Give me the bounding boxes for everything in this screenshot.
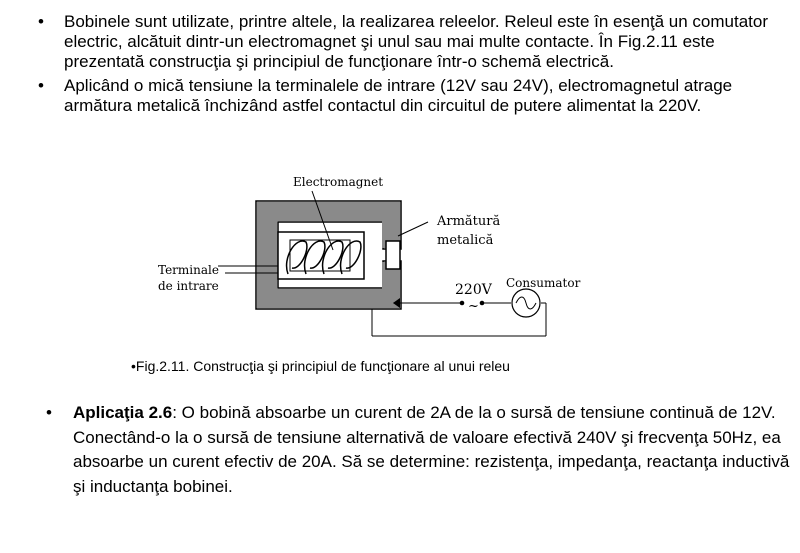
intro-bullet-list — [38, 12, 788, 120]
metal-armature — [386, 241, 400, 269]
application-item — [46, 401, 791, 499]
bullet-relay-operation: • Aplicând o mică tensiune la terminalele de intrare (12V sau 24V), electromagnetul atrage armătura metalică închizând astfel contactul din circuitul de putere alimentat la 220V. — [38, 76, 788, 116]
label-armature-1: Armătură — [437, 214, 501, 229]
bullet-relay-description: • Bobinele sunt utilizate, printre altele, la realizarea releelor. Releul este în esenţă un comutator electric, alcătuit dintr-un electromagnet şi unul sau mai multe contacte. În Fig.2.11 este prezentată construcţia şi principiul de funcţionare într-o schemă electrică. — [38, 12, 788, 72]
label-terminals-2: de intrare — [158, 279, 219, 293]
application-text: : O bobină absoarbe un curent de 2A de la o sursă de tensiune continuă de 12V. Conectând-o la o sursă de tensiune alternativă de valoare efectivă 240V şi frecvenţa 50Hz, ea absoarbe un curent efectiv de 20A. Să se determine: rezistenţa, impedanţa, reactanţa inductivă şi inductanţa bobinei. — [73, 403, 790, 496]
label-terminals-1: Terminale — [158, 263, 219, 277]
application-list — [46, 401, 791, 499]
label-electromagnet: Electromagnet — [293, 175, 384, 189]
relay-diagram — [150, 170, 590, 355]
figure-caption: •Fig.2.11. Construcţia şi principiul de funcţionare al unui releu — [131, 358, 510, 374]
application-title: Aplicaţia 2.6 — [73, 403, 173, 422]
label-ac-symbol: ~ — [468, 299, 479, 314]
label-armature-2: metalică — [437, 233, 494, 248]
label-consumer: Consumator — [506, 276, 581, 290]
label-voltage: 220V — [455, 282, 492, 298]
